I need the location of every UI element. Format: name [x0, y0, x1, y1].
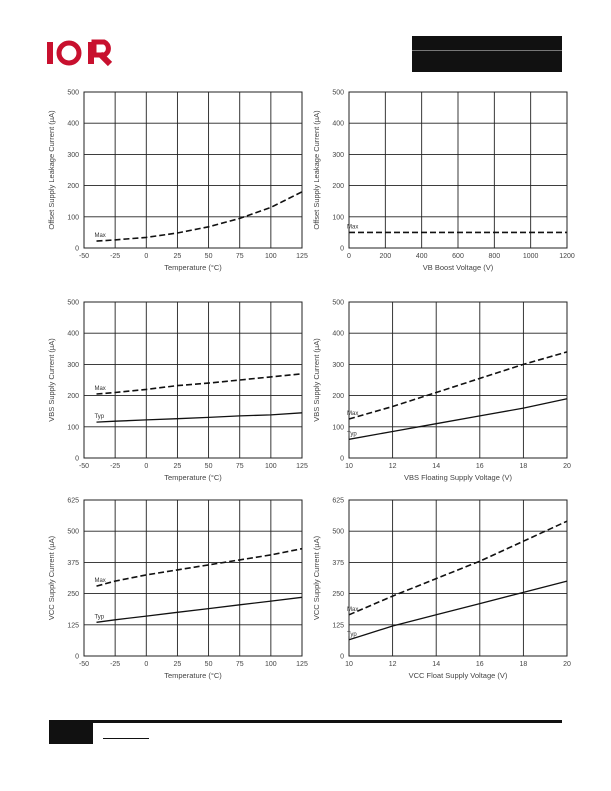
- series-label-max: Max: [94, 578, 106, 585]
- x-axis-label: Temperature (°C): [164, 473, 222, 482]
- footer-page-block: [49, 722, 93, 744]
- series-line-max: [349, 352, 567, 419]
- chart-leakage-vs-temperature: [40, 86, 310, 282]
- chart-svg: [40, 86, 310, 282]
- x-tick-label: -25: [110, 253, 121, 260]
- chart-vbs-current-vs-voltage: [305, 296, 575, 492]
- x-tick-label: -50: [78, 661, 90, 668]
- y-tick-label: 100: [332, 214, 344, 222]
- x-tick-label: 800: [488, 253, 501, 260]
- series-label-max: Max: [94, 386, 106, 393]
- series-label-typ: Typ: [94, 414, 105, 421]
- y-tick-label: 625: [67, 497, 79, 505]
- x-tick-label: 125: [296, 661, 308, 668]
- x-axis-label: VCC Float Supply Voltage (V): [408, 671, 508, 680]
- series-line-max: [349, 521, 567, 615]
- plot-frame: [349, 302, 567, 458]
- footer-rule: [103, 738, 149, 739]
- x-tick-label: 14: [432, 661, 441, 668]
- header-block: [412, 36, 562, 72]
- x-tick-label: 14: [432, 463, 441, 470]
- plot-frame: [84, 92, 302, 248]
- y-tick-label: 0: [75, 653, 79, 661]
- x-tick-label: -25: [110, 463, 121, 470]
- y-tick-label: 500: [67, 299, 79, 307]
- series-line-typ: [349, 581, 567, 640]
- y-tick-label: 375: [332, 559, 344, 567]
- plot-frame: [84, 302, 302, 458]
- x-tick-label: 600: [452, 253, 464, 260]
- y-tick-label: 100: [67, 424, 79, 432]
- y-tick-label: 0: [75, 245, 79, 253]
- x-tick-label: 125: [296, 253, 308, 260]
- footer-bar: [49, 720, 562, 723]
- plot-frame: [84, 500, 302, 656]
- y-axis-label: Offset Supply Leakage Current (µA): [312, 110, 321, 230]
- series-label-typ: Typ: [94, 614, 105, 621]
- y-tick-label: 0: [75, 455, 79, 463]
- x-tick-label: 18: [519, 661, 528, 668]
- x-tick-label: 100: [265, 253, 277, 260]
- x-tick-label: 16: [475, 661, 484, 668]
- y-tick-label: 300: [67, 361, 79, 369]
- y-tick-label: 125: [67, 622, 79, 630]
- x-axis-label: VB Boost Voltage (V): [422, 263, 494, 272]
- x-tick-label: 50: [204, 661, 213, 668]
- x-tick-label: 100: [265, 463, 277, 470]
- y-tick-label: 200: [67, 393, 79, 401]
- y-tick-label: 300: [332, 151, 344, 159]
- series-label-typ: Typ: [347, 631, 357, 638]
- y-tick-label: 100: [332, 424, 344, 432]
- series-label-max: Max: [347, 411, 359, 417]
- y-tick-label: 500: [67, 528, 79, 536]
- chart-svg: [40, 494, 310, 690]
- chart-svg: [305, 86, 575, 282]
- y-axis-label: VBS Supply Current (µA): [312, 338, 321, 422]
- chart-svg: [305, 494, 575, 690]
- x-tick-label: 25: [173, 661, 182, 668]
- x-tick-label: 25: [173, 253, 182, 260]
- y-tick-label: 200: [67, 183, 79, 191]
- chart-vcc-current-vs-temperature: [40, 494, 310, 690]
- series-label-max: Max: [94, 233, 106, 240]
- y-tick-label: 400: [67, 120, 79, 128]
- x-tick-label: 75: [235, 463, 244, 470]
- x-axis-label: VBS Floating Supply Voltage (V): [404, 473, 512, 482]
- x-tick-label: 400: [415, 253, 428, 260]
- x-tick-label: 1200: [559, 253, 575, 260]
- y-axis-label: VBS Supply Current (µA): [47, 338, 56, 422]
- x-tick-label: 50: [204, 463, 213, 470]
- y-tick-label: 0: [340, 245, 344, 253]
- x-tick-label: -50: [78, 253, 90, 260]
- x-tick-label: 16: [475, 463, 484, 470]
- x-tick-label: 0: [144, 253, 149, 260]
- series-label-max: Max: [347, 606, 359, 613]
- y-tick-label: 500: [332, 299, 344, 307]
- chart-svg: [40, 296, 310, 492]
- x-tick-label: 18: [519, 463, 528, 470]
- x-axis-label: Temperature (°C): [164, 671, 222, 680]
- chart-vcc-current-vs-voltage: [305, 494, 575, 690]
- y-tick-label: 400: [67, 330, 79, 338]
- x-tick-label: 0: [347, 253, 351, 260]
- y-tick-label: 125: [332, 622, 344, 630]
- y-tick-label: 300: [332, 361, 344, 369]
- y-tick-label: 0: [340, 653, 344, 661]
- x-tick-label: 10: [345, 661, 353, 668]
- x-tick-label: 10: [345, 463, 353, 470]
- x-tick-label: 20: [563, 463, 571, 470]
- chart-leakage-vs-boost-voltage: [305, 86, 575, 282]
- series-line-typ: [349, 399, 567, 440]
- y-tick-label: 500: [332, 528, 344, 536]
- y-tick-label: 500: [67, 89, 79, 97]
- x-axis-label: Temperature (°C): [164, 263, 222, 272]
- y-tick-label: 100: [67, 214, 79, 222]
- x-tick-label: 1000: [522, 253, 539, 260]
- y-tick-label: 400: [332, 330, 344, 338]
- y-tick-label: 300: [67, 151, 79, 159]
- x-tick-label: 75: [235, 661, 244, 668]
- y-tick-label: 200: [332, 183, 344, 191]
- series-label-typ: Typ: [347, 431, 357, 438]
- x-tick-label: 25: [173, 463, 182, 470]
- x-tick-label: -50: [78, 463, 90, 470]
- series-label-max: Max: [347, 224, 359, 231]
- y-tick-label: 250: [67, 591, 79, 599]
- x-tick-label: -25: [110, 661, 121, 668]
- x-tick-label: 50: [204, 253, 213, 260]
- x-tick-label: 200: [379, 253, 392, 260]
- plot-frame: [349, 500, 567, 656]
- y-tick-label: 250: [332, 591, 344, 599]
- x-tick-label: 75: [235, 253, 244, 260]
- y-tick-label: 375: [67, 559, 79, 567]
- chart-svg: [305, 296, 575, 492]
- x-tick-label: 100: [265, 661, 277, 668]
- chart-vbs-current-vs-temperature: [40, 296, 310, 492]
- x-tick-label: 12: [388, 463, 397, 470]
- x-tick-label: 20: [563, 661, 571, 668]
- y-axis-label: VCC Supply Current (µA): [47, 535, 56, 621]
- ir-logo: [44, 38, 116, 68]
- y-tick-label: 0: [340, 455, 344, 463]
- x-tick-label: 0: [144, 463, 149, 470]
- y-tick-label: 500: [332, 89, 344, 97]
- y-tick-label: 400: [332, 120, 344, 128]
- x-tick-label: 0: [144, 661, 149, 668]
- x-tick-label: 12: [388, 661, 397, 668]
- y-axis-label: Offset Supply Leakage Current (µA): [47, 110, 56, 230]
- y-axis-label: VCC Supply Current (µA): [312, 535, 321, 621]
- x-tick-label: 125: [296, 463, 308, 470]
- y-tick-label: 625: [332, 497, 344, 505]
- y-tick-label: 200: [332, 393, 344, 401]
- header-divider: [412, 50, 562, 51]
